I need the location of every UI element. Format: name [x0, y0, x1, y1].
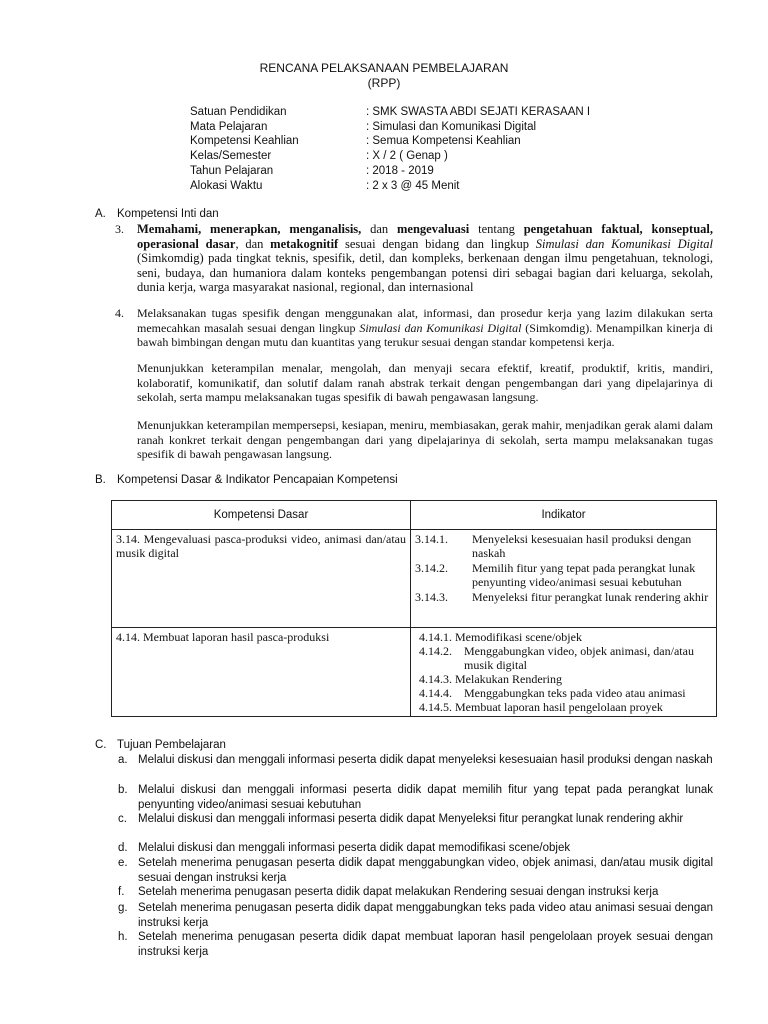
- ki-item-3: [115, 222, 713, 308]
- indicator-cell: [411, 628, 717, 717]
- ki-paragraph-1: Menunjukkan keterampilan menalar, mengolah, dan menyaji secara efektif, kreatif, produktif, kritis, mandiri, kolaboratif, komunikatif, dan solutif dalam ranah abstrak terkait dengan pengembangan dari yang dipelajarinya di sekolah, serta mampu melaksanakan tugas spesifik di bawah pengawasan langsung.: [137, 361, 713, 404]
- info-label: Kompetensi Keahlian: [190, 135, 299, 147]
- section-a-heading: [95, 208, 219, 220]
- ki-number: 3.: [115, 222, 124, 236]
- section-letter: A.: [95, 208, 106, 220]
- info-value: : Simulasi dan Komunikasi Digital: [366, 121, 537, 133]
- table-header-indikator: Indikator: [411, 501, 717, 530]
- info-value: : SMK SWASTA ABDI SEJATI KERASAAN I: [366, 106, 591, 118]
- indicator-item: 3.14.2. Memilih fitur yang tepat pada perangkat lunak penyunting video/animasi sesuai kebutuhan: [415, 561, 696, 589]
- section-title: Kompetensi Inti dan: [117, 208, 219, 220]
- section-b-heading: [95, 474, 398, 486]
- info-value: : 2 x 3 @ 45 Menit: [366, 180, 460, 192]
- kd-cell: [112, 628, 411, 717]
- table-header-kd: Kompetensi Dasar: [112, 501, 411, 530]
- info-value: : 2018 - 2019: [366, 165, 434, 177]
- indicator-item: 3.14.1. Menyeleksi kesesuaian hasil produksi dengan naskah: [415, 532, 692, 560]
- kd-text: 4.14. Membuat laporan hasil pasca-produksi: [116, 630, 330, 644]
- section-title: Tujuan Pembelajaran: [117, 739, 226, 751]
- info-label: Kelas/Semester: [190, 150, 272, 162]
- info-label: Tahun Pelajaran: [190, 165, 274, 177]
- indicator-cell: [411, 530, 717, 628]
- ki-number: 4.: [115, 306, 124, 320]
- section-c-heading: [95, 739, 226, 751]
- document-subtitle: (RPP): [367, 76, 401, 90]
- indicator-item: 4.14.2. Menggabungkan video, objek animasi, dan/atau musik digital: [419, 644, 694, 672]
- info-value: : X / 2 ( Genap ): [366, 150, 448, 162]
- info-label: Mata Pelajaran: [190, 121, 268, 133]
- kd-indicator-table: [111, 500, 717, 717]
- info-label: Alokasi Waktu: [190, 180, 263, 192]
- info-value: : Semua Kompetensi Keahlian: [366, 135, 521, 147]
- indicator-item: 4.14.3. Melakukan Rendering: [419, 672, 562, 686]
- document-title: RENCANA PELAKSANAAN PEMBELAJARAN: [259, 61, 509, 75]
- section-title: Kompetensi Dasar & Indikator Pencapaian Kompetensi: [117, 474, 398, 486]
- kd-cell: [112, 530, 411, 628]
- table-header-row: [112, 501, 717, 530]
- indicator-item: 4.14.4. Menggabungkan teks pada video atau animasi: [419, 686, 686, 700]
- section-letter: B.: [95, 474, 106, 486]
- section-letter: C.: [95, 739, 107, 751]
- indicator-item: 4.14.1. Memodifikasi scene/objek: [419, 630, 582, 644]
- indicator-item: 3.14.3. Menyeleksi fitur perangkat lunak rendering akhir: [415, 590, 709, 604]
- table-row: [112, 628, 717, 717]
- kd-text: 3.14. Mengevaluasi pasca-produksi video, animasi dan/atau musik digital: [116, 532, 406, 560]
- table-row: [112, 530, 717, 628]
- ki-item-4: [115, 306, 713, 362]
- info-label: Satuan Pendidikan: [190, 106, 287, 118]
- ki-text: Memahami, menerapkan, menganalisis, dan mengevaluasi tentang pengetahuan faktual, konseptual, operasional dasar, dan metakognitif sesuai dengan bidang dan lingkup Simulasi dan Komunikasi Digital (Simkomdig) pada tingkat teknis, spesifik, detil, dan kompleks, berkenaan dengan ilmu pengetahuan, teknologi, seni, budaya, dan humaniora dalam konteks pengembangan potensi diri sebagai bagian dari keluarga, sekolah, dunia kerja, warga masyarakat nasional, regional, dan internasional: [137, 222, 713, 294]
- ki-text: Melaksanakan tugas spesifik dengan menggunakan alat, informasi, dan prosedur kerja yang lazim dilakukan serta memecahkan masalah sesuai dengan lingkup Simulasi dan Komunikasi Digital (Simkomdig). Menampilkan kinerja di bawah bimbingan dengan mutu dan kuantitas yang terukur sesuai dengan standar kompetensi kerja.: [137, 306, 713, 349]
- indicator-item: 4.14.5. Membuat laporan hasil pengelolaan proyek: [419, 700, 663, 714]
- ki-paragraph-2: Menunjukkan keterampilan mempersepsi, kesiapan, meniru, membiasakan, gerak mahir, menjadikan gerak alami dalam ranah konkret terkait dengan pengembangan dari yang dipelajarinya di sekolah, serta mampu melaksanakan tugas spesifik di bawah pengawasan langsung.: [137, 418, 713, 461]
